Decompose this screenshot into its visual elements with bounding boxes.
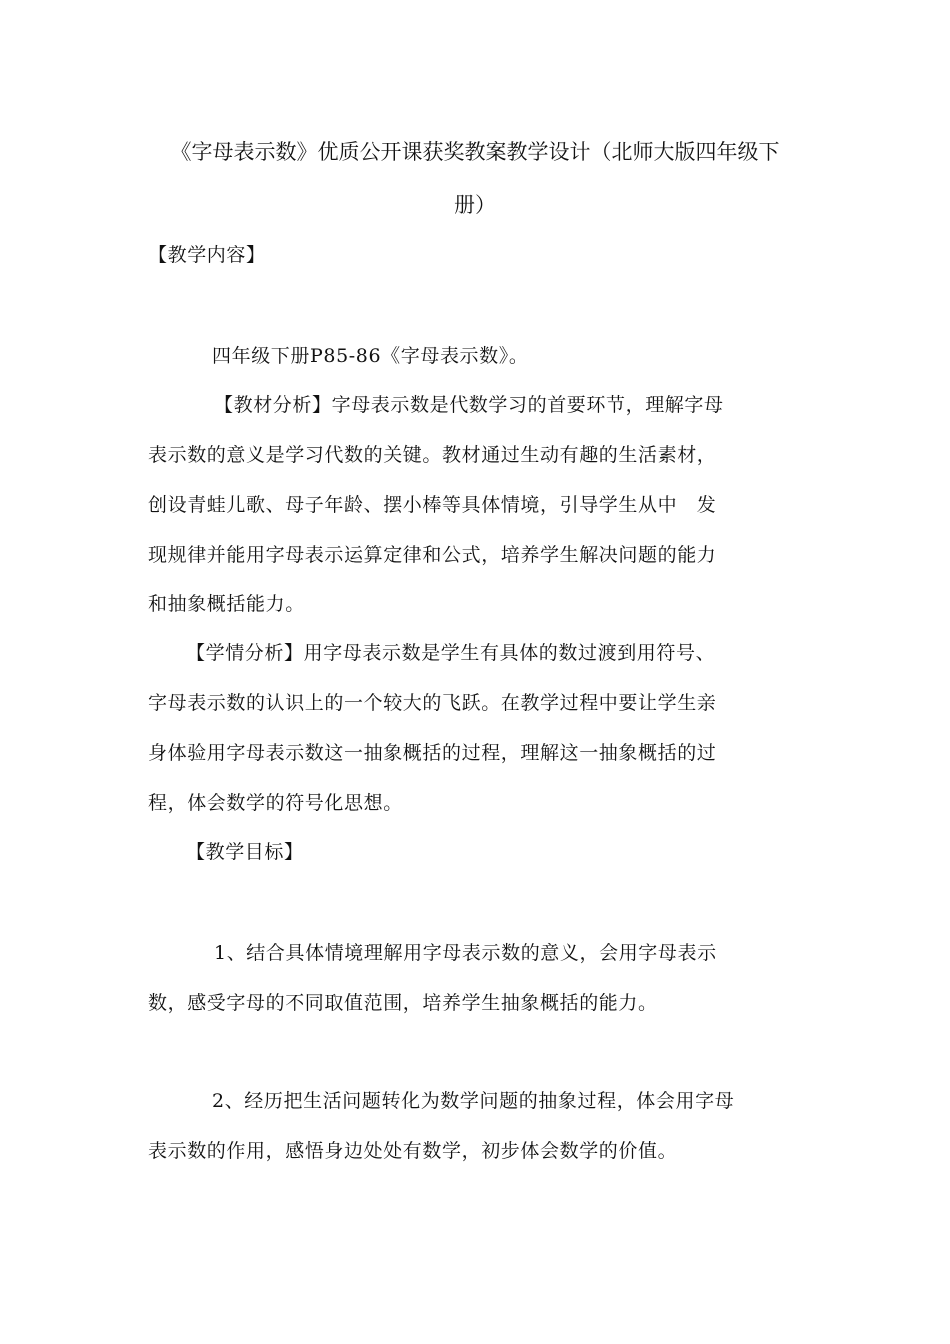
paragraph-line: 表示数的意义是学习代数的关键。教材通过生动有趣的生活素材， <box>148 444 717 466</box>
paragraph-line: 【教材分析】字母表示数是代数学习的首要环节，理解字母 <box>214 394 724 416</box>
paragraph-line: 和抽象概括能力。 <box>148 593 305 615</box>
heading-teaching-content: 【教学内容】 <box>148 244 266 266</box>
document-title-line-2: 册） <box>454 193 496 217</box>
paragraph-line: 【学情分析】用字母表示数是学生有具体的数过渡到用符号、 <box>186 642 716 664</box>
paragraph-line: 1、结合具体情境理解用字母表示数的意义，会用字母表示 <box>214 942 717 964</box>
paragraph-line: 表示数的作用，感悟身边处处有数学，初步体会数学的价值。 <box>148 1140 678 1162</box>
paragraph-line: 创设青蛙儿歌、母子年龄、摆小棒等具体情境，引导学生从中 发 <box>148 494 717 516</box>
document-title-line-1: 《字母表示数》优质公开课获奖教案教学设计（北师大版四年级下 <box>170 140 780 164</box>
paragraph-line: 2、经历把生活问题转化为数学问题的抽象过程，体会用字母 <box>212 1090 735 1112</box>
paragraph-line: 数，感受字母的不同取值范围，培养学生抽象概括的能力。 <box>148 992 658 1014</box>
paragraph-line: 身体验用字母表示数这一抽象概括的过程，理解这一抽象概括的过 <box>148 742 717 764</box>
heading-teaching-goals: 【教学目标】 <box>186 841 304 863</box>
teaching-content-text: 四年级下册P85-86《字母表示数》。 <box>212 345 529 367</box>
paragraph-line: 程，体会数学的符号化思想。 <box>148 792 403 814</box>
paragraph-line: 字母表示数的认识上的一个较大的飞跃。在教学过程中要让学生亲 <box>148 692 717 714</box>
paragraph-line: 现规律并能用字母表示运算定律和公式，培养学生解决问题的能力 <box>148 544 717 566</box>
